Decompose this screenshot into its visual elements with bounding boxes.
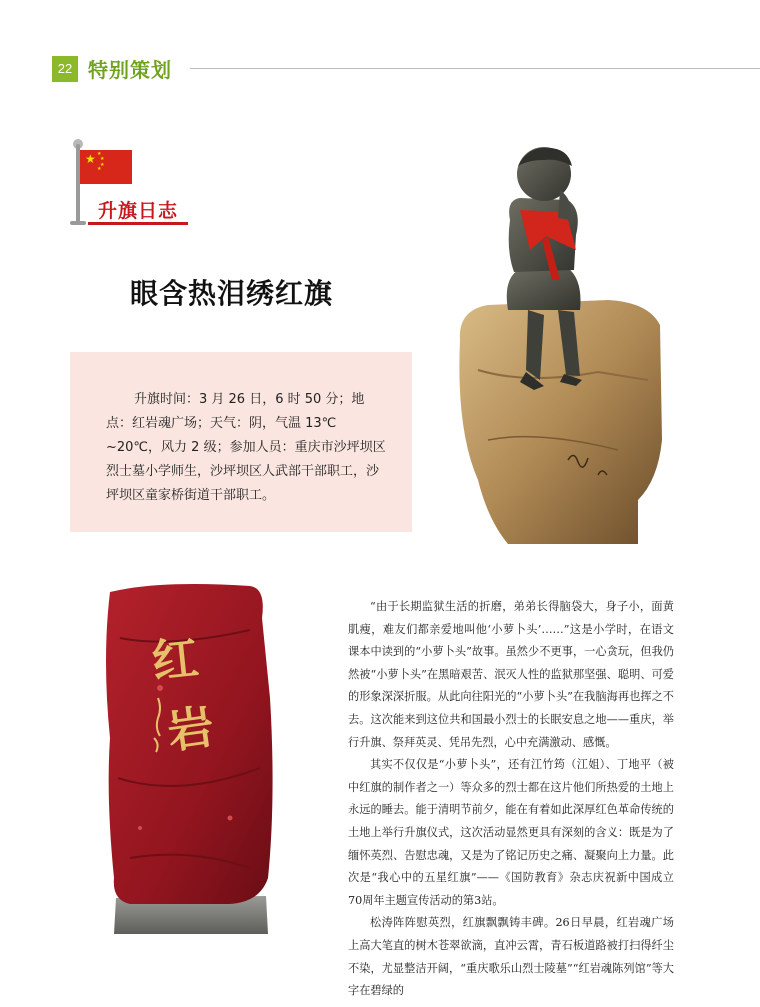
article-title: 眼含热泪绣红旗 bbox=[130, 277, 334, 310]
chinese-flag-icon: ★ ★ ★ ★ ★ bbox=[80, 150, 132, 184]
pole-base-icon bbox=[70, 221, 86, 225]
info-box bbox=[70, 352, 412, 532]
statue-photo bbox=[448, 140, 674, 544]
column-label: 升旗日志 bbox=[98, 200, 179, 222]
page-number: 22 bbox=[52, 56, 78, 82]
paragraph: 松涛阵阵慰英烈，红旗飘飘铸丰碑。26日早晨，红岩魂广场上高大笔直的树木苍翠欲滴，直冲云霄，青石板道路被打扫得纤尘不染，尤显整洁开阔，“重庆歌乐山烈士陵墓”“红岩魂陈列馆”等大字在碧绿的 bbox=[348, 916, 674, 998]
calligraphy-hong: 红 bbox=[149, 630, 201, 689]
paragraph: 其实不仅仅是“小萝卜头”，还有江竹筠（江姐）、丁地平（被中红旗的制作者之一）等众多的烈士都在这片他们所热爱的土地上永远的睡去。能于清明节前夕，能在有着如此深厚红色革命传统的土地上举行升旗仪式，这次活动显然更具有深刻的含义：既是为了缅怀英烈、告慰忠魂，又是为了铭记历史之痛、凝聚向上力量。此次是“我心中的五星红旗”——《国防教育》杂志庆祝新中国成立70周年主题宣传活动的第3站。 bbox=[348, 758, 674, 907]
article-body bbox=[348, 596, 674, 1003]
page-header bbox=[52, 56, 760, 82]
stone-photo bbox=[100, 578, 276, 934]
rock-pedestal bbox=[459, 300, 662, 544]
info-text: 升旗时间：3 月 26 日，6 时 50 分；地点：红岩魂广场；天气：阴，气温 13℃ ~20℃，风力 2 级；参加人员：重庆市沙坪坝区烈士墓小学师生，沙坪坝区人武部干部职工，沙坪坝区童家桥街道干部职工。 bbox=[106, 392, 386, 503]
header-divider bbox=[190, 68, 760, 69]
column-label-underline bbox=[88, 222, 188, 225]
paragraph: “由于长期监狱生活的折磨，弟弟长得脑袋大，身子小，面黄肌瘦，难友们都亲爱地叫他‘小萝卜头’……”这是小学时，在语文课本中读到的“小萝卜头”故事。虽然少不更事，一心贪玩，但我仍然被“小萝卜头”在黑暗艰苦、泯灭人性的监狱那坚强、聪明、可爱的形象深深折服。从此向往阳光的“小萝卜头”在我脑海再也挥之不去。这次能来到这位共和国最小烈士的长眠安息之地——重庆，举行升旗、祭拜英灵、凭吊先烈，心中充满激动、感慨。 bbox=[348, 600, 674, 749]
calligraphy-yan: 岩 bbox=[164, 699, 218, 759]
section-title: 特别策划 bbox=[88, 58, 172, 82]
